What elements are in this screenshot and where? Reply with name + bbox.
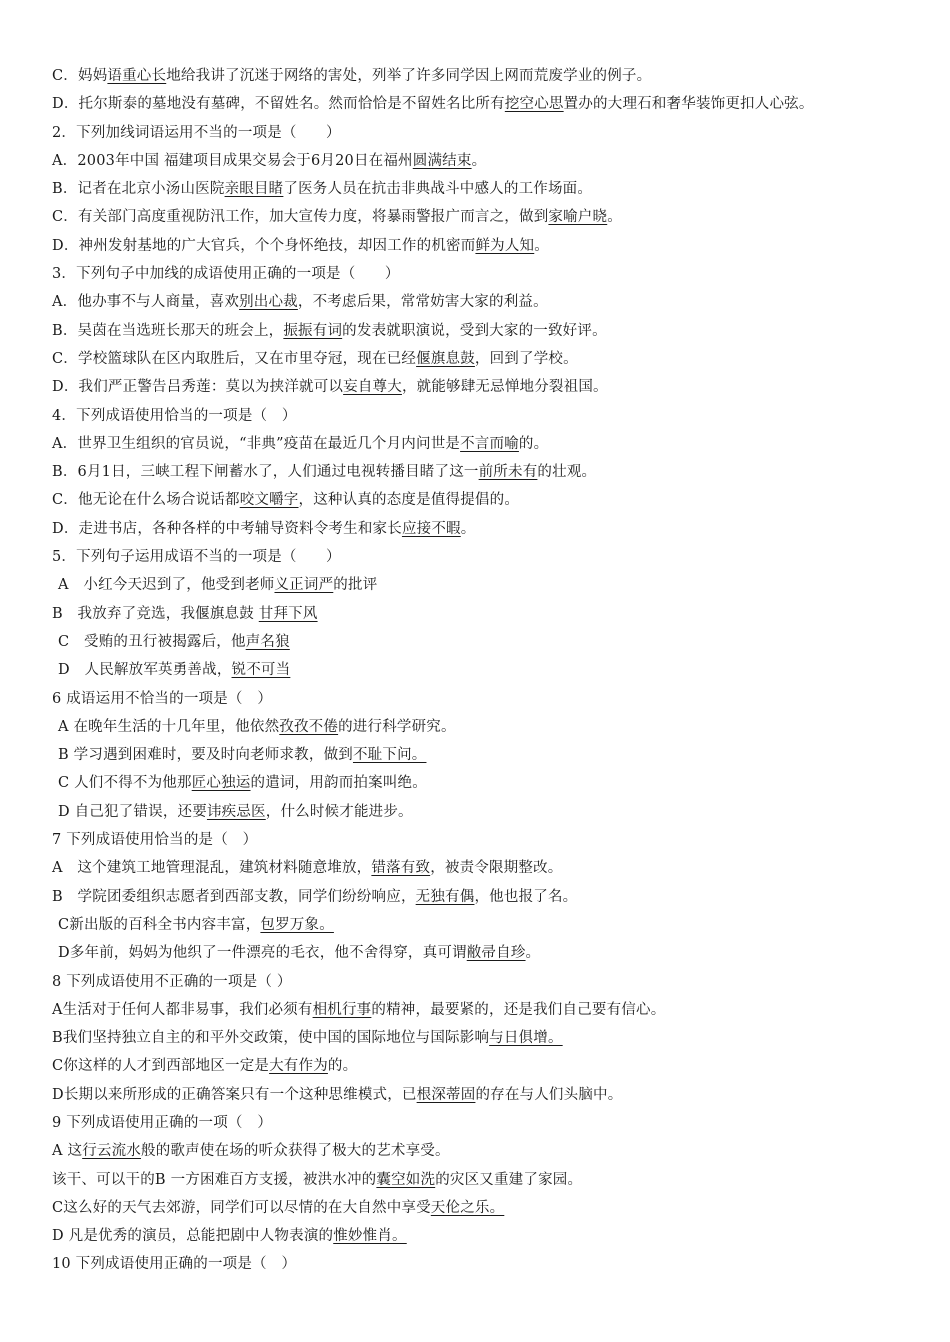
- text-line: [0, 911, 950, 939]
- text-segment: 的存在与人们头脑中。: [475, 1086, 623, 1103]
- text-segment: B．6月1日，三峡工程下闸蓄水了，人们通过电视转播目睹了这一: [52, 464, 479, 481]
- underlined-idiom: 敝帚自珍: [466, 945, 526, 962]
- underlined-idiom: 咬文嚼字: [239, 492, 299, 509]
- text-line: [0, 1052, 950, 1080]
- underlined-idiom: 惟妙惟肖。: [333, 1228, 407, 1245]
- text-segment: ，他也报了名。: [474, 888, 578, 905]
- text-segment: C．他无论在什么场合说话都: [52, 492, 240, 509]
- text-segment: 8 下列成语使用不正确的一项是（ ）: [52, 973, 292, 990]
- text-segment: A 小红今天迟到了，他受到老师: [58, 577, 275, 594]
- text-segment: D 人民解放军英勇善战，: [58, 662, 232, 679]
- text-segment: C 人们不得不为他那: [58, 775, 192, 792]
- text-segment: C这么好的天气去郊游，同学们可以尽情的在大自然中享受: [52, 1199, 431, 1216]
- text-segment: D．神州发射基地的广大官兵，个个身怀绝技，却因工作的机密而: [52, 237, 476, 254]
- text-segment: B我们坚持独立自主的和平外交政策，使中国的国际地位与国际影响: [52, 1030, 490, 1047]
- underlined-idiom: 囊空如洗: [376, 1171, 436, 1188]
- underlined-idiom: 天伦之乐。: [430, 1199, 505, 1216]
- text-segment: 的发表就职演说，受到大家的一致好评。: [342, 322, 607, 339]
- text-segment: ，不考虑后果，常常妨害大家的利益。: [297, 294, 548, 311]
- text-line: [0, 628, 950, 656]
- text-line: [0, 883, 950, 911]
- text-line: [0, 1222, 950, 1250]
- text-segment: 6 成语运用不恰当的一项是（ ）: [52, 690, 273, 707]
- text-segment: B 学习遇到困难时，要及时向老师求教，做到: [58, 747, 353, 764]
- text-segment: 2．下列加线词语运用不当的一项是（ ）: [52, 124, 341, 141]
- text-segment: 的进行科学研究。: [338, 718, 456, 735]
- text-segment: A生活对于任何人都非易事，我们必须有: [52, 1001, 313, 1018]
- text-line: [0, 317, 950, 345]
- underlined-idiom: 与日俱增。: [489, 1030, 563, 1047]
- text-line: [0, 345, 950, 373]
- underlined-idiom: 匠心独运: [191, 775, 251, 792]
- underlined-idiom: 前所未有: [478, 464, 538, 481]
- text-segment: 。: [534, 237, 549, 254]
- text-segment: 的批评: [333, 577, 378, 594]
- text-line: [0, 402, 950, 430]
- text-segment: D．我们严正警告吕秀莲：莫以为挟洋就可以: [52, 379, 344, 396]
- underlined-idiom: 振振有词: [283, 322, 343, 339]
- text-segment: B 我放弃了竞选，我偃旗息鼓: [52, 605, 259, 622]
- underlined-idiom: 行云流水: [82, 1143, 141, 1160]
- underlined-idiom: 错落有致: [371, 860, 431, 877]
- text-segment: 。: [471, 152, 487, 169]
- underlined-idiom: 不耻下问。: [352, 747, 427, 764]
- text-segment: 的。: [518, 435, 549, 452]
- text-line: [0, 458, 950, 486]
- text-segment: 的精神，最要紧的，还是我们自己要有信心。: [371, 1001, 666, 1018]
- text-line: [0, 1109, 950, 1137]
- text-line: [0, 119, 950, 147]
- text-line: [0, 1081, 950, 1109]
- text-segment: 3．下列句子中加线的成语使用正确的一项是（ ）: [52, 266, 400, 283]
- text-line: [0, 798, 950, 826]
- text-segment: A．2003年中国 福建项目成果交易会于6月20日在福州: [52, 152, 413, 169]
- text-segment: 。: [607, 209, 622, 226]
- text-line: [0, 656, 950, 684]
- text-segment: B．吴茵在当选班长那天的班会上，: [52, 322, 284, 339]
- underlined-idiom: 讳疾忌医: [206, 803, 266, 820]
- text-line: [0, 62, 950, 90]
- text-segment: 的遣词，用韵而拍案叫绝。: [250, 775, 427, 792]
- text-line: [0, 373, 950, 401]
- underlined-idiom: 家喻户晓: [548, 209, 608, 226]
- text-line: [0, 1137, 950, 1165]
- text-segment: A．他办事不与人商量，喜欢: [52, 294, 240, 311]
- underlined-idiom: 偃旗息鼓: [416, 350, 475, 367]
- text-segment: 般的歌声使在场的听众获得了极大的艺术享受。: [141, 1143, 450, 1160]
- text-segment: ，什么时候才能进步。: [265, 803, 413, 820]
- underlined-idiom: 亲眼目睹: [224, 181, 284, 198]
- text-line: [0, 543, 950, 571]
- text-segment: C．有关部门高度重视防汛工作，加大宣传力度，将暴雨警报广而言之，做到: [52, 209, 549, 226]
- text-line: [0, 826, 950, 854]
- text-line: [0, 571, 950, 599]
- text-segment: 。: [460, 520, 476, 537]
- underlined-idiom: 语重心长: [107, 68, 167, 84]
- text-segment: B．记者在北京小汤山医院: [52, 181, 225, 198]
- underlined-idiom: 无独有偶: [415, 888, 475, 905]
- underlined-idiom: 相机行事: [312, 1001, 372, 1018]
- text-segment: D．走进书店，各种各样的中考辅导资料令考生和家长: [52, 520, 402, 537]
- underlined-idiom: 锐不可当: [231, 662, 291, 679]
- text-line: [0, 288, 950, 316]
- text-line: [0, 515, 950, 543]
- underlined-idiom: 孜孜不倦: [279, 718, 339, 735]
- text-line: [0, 968, 950, 996]
- underlined-idiom: 妄自尊大: [343, 379, 402, 396]
- text-segment: 4．下列成语使用恰当的一项是（ ）: [52, 407, 297, 424]
- text-line: [0, 232, 950, 260]
- text-segment: 置办的大理石和奢华装饰更扣人心弦。: [563, 96, 814, 113]
- underlined-idiom: 鲜为人知: [475, 237, 535, 254]
- text-segment: 。: [525, 945, 541, 962]
- text-line: [0, 939, 950, 967]
- text-line: [0, 854, 950, 882]
- text-segment: ，这种认真的态度是值得提倡的。: [298, 492, 520, 509]
- text-segment: C你这样的人才到西部地区一定是: [52, 1058, 270, 1075]
- text-segment: 的壮观。: [537, 464, 597, 481]
- text-segment: B 学院团委组织志愿者到西部支教，同学们纷纷响应，: [52, 888, 416, 905]
- underlined-idiom: 义正词严: [274, 577, 334, 594]
- underlined-idiom: 不言而喻: [460, 435, 519, 452]
- text-segment: ，回到了学校。: [474, 350, 578, 367]
- text-segment: A 这个建筑工地管理混乱，建筑材料随意堆放，: [52, 860, 372, 877]
- text-segment: 了医务人员在抗击非典战斗中感人的工作场面。: [283, 181, 593, 198]
- text-segment: 的。: [327, 1058, 358, 1075]
- text-segment: 9 下列成语使用正确的一项（ ）: [52, 1114, 273, 1131]
- text-segment: A 这: [52, 1143, 83, 1160]
- text-line: [0, 430, 950, 458]
- underlined-idiom: 甘拜下风: [258, 605, 318, 622]
- text-segment: 该干、可以干的B 一方困难百方支援，被洪水冲的: [52, 1171, 377, 1188]
- text-segment: ，被责令限期整改。: [430, 860, 563, 877]
- text-segment: 地给我讲了沉迷于网络的害处，列举了许多同学因上网而荒废学业的例子。: [166, 68, 652, 84]
- text-line: [0, 1250, 950, 1278]
- text-segment: C．妈妈: [52, 68, 108, 84]
- text-line: [0, 685, 950, 713]
- text-line: [0, 713, 950, 741]
- underlined-idiom: 声名狼: [245, 633, 290, 650]
- text-line: [0, 1166, 950, 1194]
- text-segment: C 受贿的丑行被揭露后，他: [58, 633, 246, 650]
- text-line: [0, 175, 950, 203]
- text-segment: 10 下列成语使用正确的一项是（ ）: [52, 1256, 297, 1273]
- text-segment: A 在晚年生活的十几年里，他依然: [58, 718, 280, 735]
- text-line: [0, 600, 950, 628]
- text-line: [0, 1024, 950, 1052]
- text-line: [0, 260, 950, 288]
- text-line: [0, 769, 950, 797]
- text-line: [0, 203, 950, 231]
- text-line: [0, 486, 950, 514]
- underlined-idiom: 包罗万象。: [260, 916, 334, 933]
- text-line: [0, 996, 950, 1024]
- underlined-idiom: 挖空心思: [504, 96, 564, 113]
- underlined-idiom: 圆满结束: [412, 152, 472, 169]
- text-line: [0, 741, 950, 769]
- text-segment: A．世界卫生组织的官员说，“非典”疫苗在最近几个月内问世是: [52, 435, 461, 452]
- text-line: [0, 90, 950, 118]
- text-line: [0, 1194, 950, 1222]
- text-line: [0, 147, 950, 175]
- text-segment: C．学校篮球队在区内取胜后，又在市里夺冠，现在已经: [52, 350, 417, 367]
- text-segment: D 自己犯了错误，还要: [58, 803, 207, 820]
- text-segment: D 凡是优秀的演员，总能把剧中人物表演的: [52, 1228, 334, 1245]
- text-segment: ，就能够肆无忌惮地分裂祖国。: [401, 379, 608, 396]
- underlined-idiom: 别出心裁: [239, 294, 298, 311]
- document-page: [0, 62, 950, 1279]
- underlined-idiom: 大有作为: [269, 1058, 328, 1075]
- text-segment: D长期以来所形成的正确答案只有一个这种思维模式，已: [52, 1086, 417, 1103]
- text-segment: 7 下列成语使用恰当的是（ ）: [52, 832, 258, 849]
- text-segment: C新出版的百科全书内容丰富，: [58, 916, 261, 933]
- text-segment: 的灾区又重建了家园。: [435, 1171, 583, 1188]
- text-segment: D．托尔斯泰的墓地没有墓碑，不留姓名。然而恰恰是不留姓名比所有: [52, 96, 505, 113]
- text-segment: 5．下列句子运用成语不当的一项是（ ）: [52, 549, 341, 566]
- text-segment: D多年前，妈妈为他织了一件漂亮的毛衣，他不舍得穿，真可谓: [58, 945, 467, 962]
- underlined-idiom: 根深蒂固: [416, 1086, 476, 1103]
- underlined-idiom: 应接不暇: [401, 520, 461, 537]
